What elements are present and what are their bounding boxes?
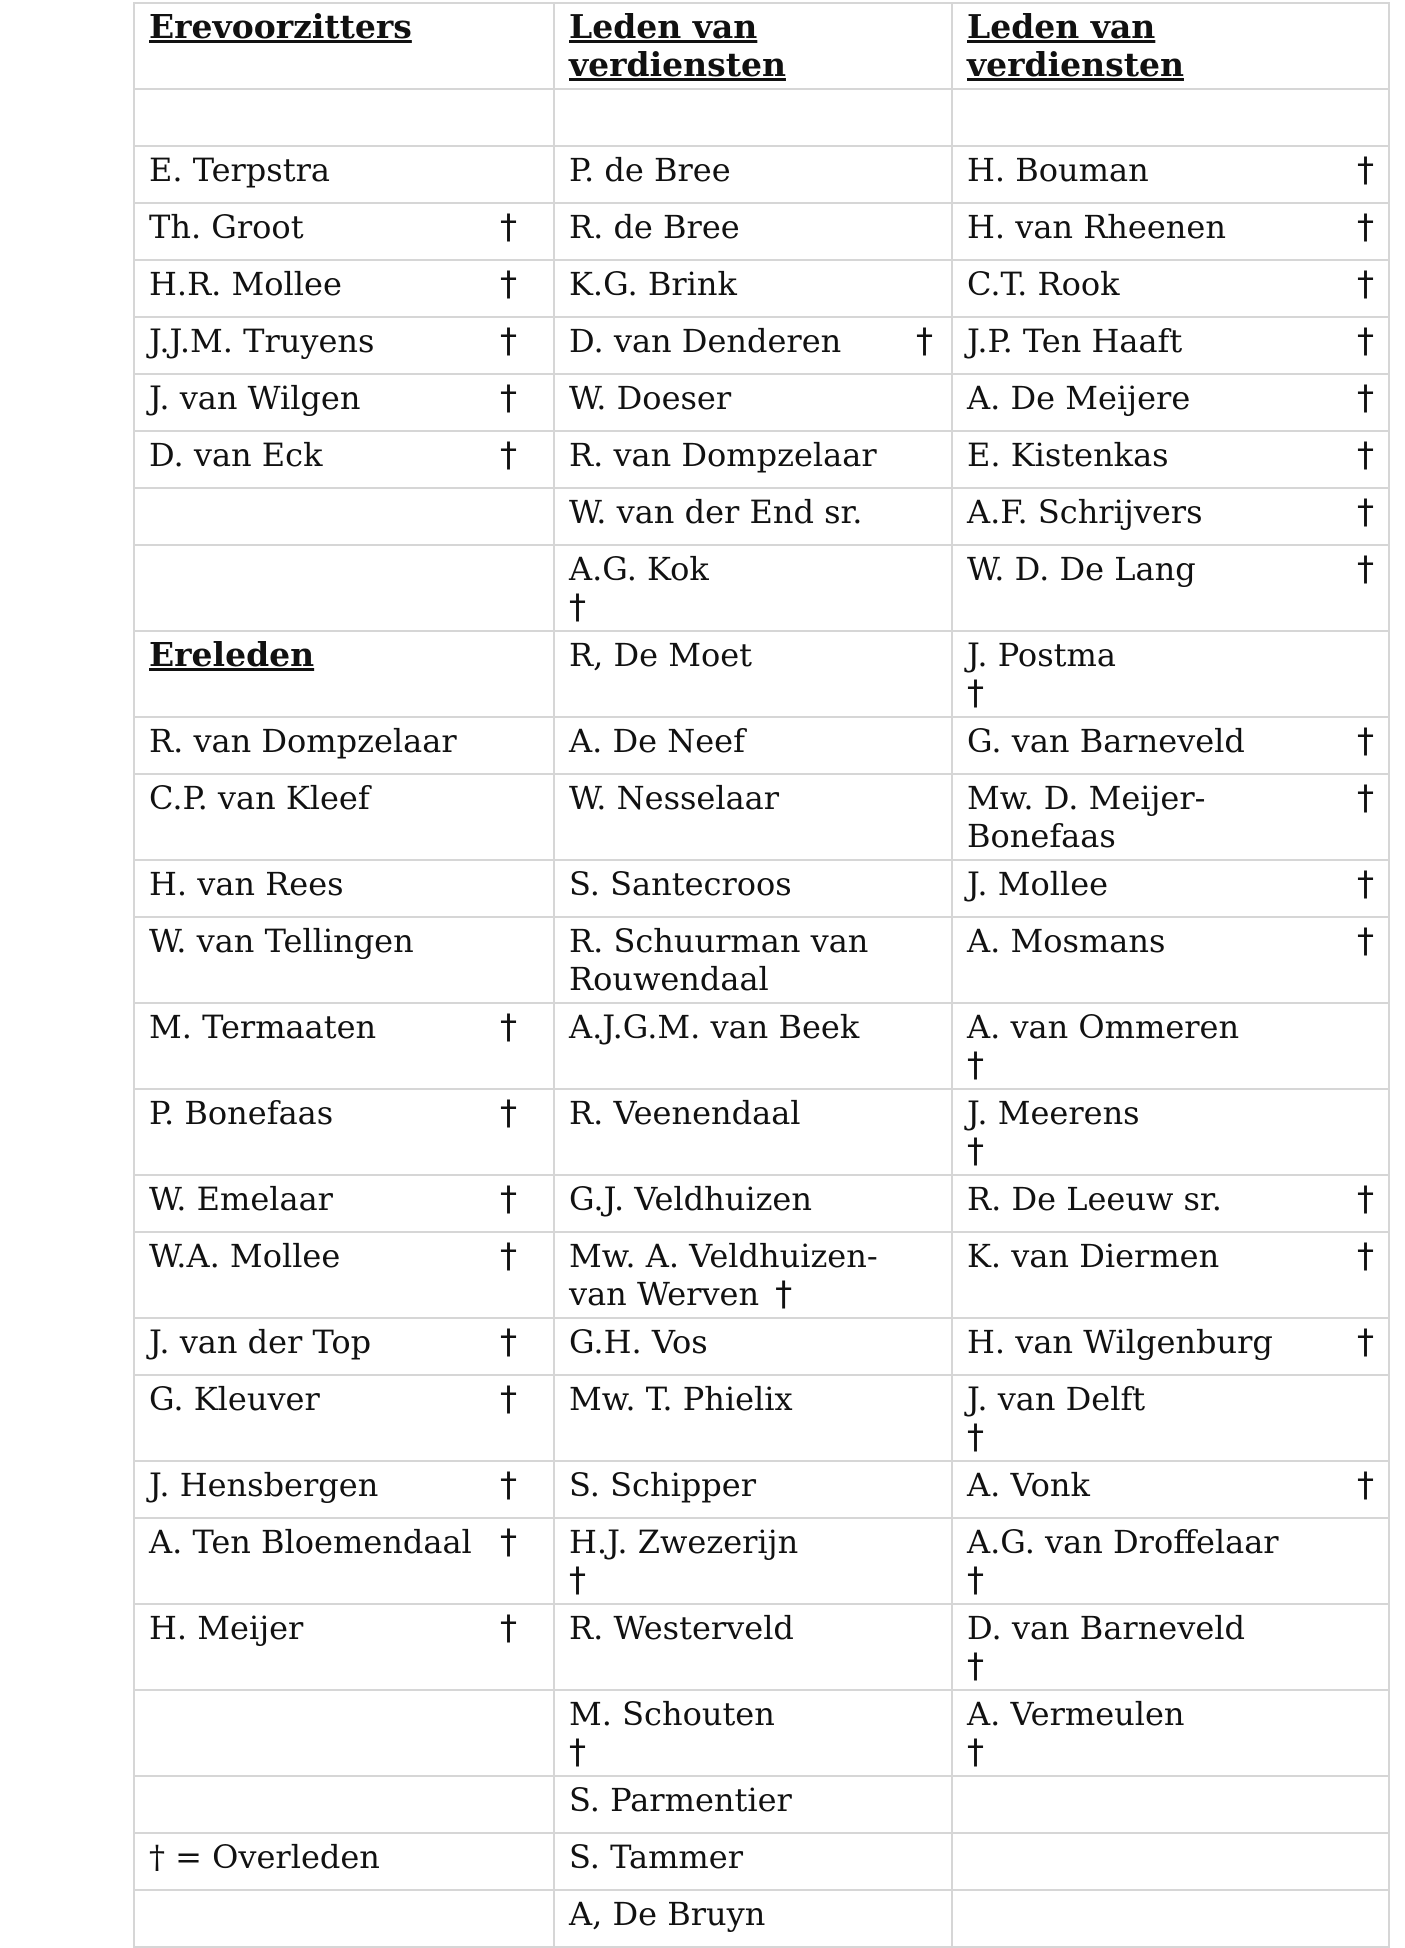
cell-name: J. Hensbergen † [134, 1461, 554, 1518]
deceased-cross-icon: † [500, 1608, 517, 1648]
cell-name: H. Meijer † [134, 1604, 554, 1690]
table-row [134, 545, 1389, 631]
cell-name: A. Vonk † [952, 1461, 1389, 1518]
ereleden-heading: Ereleden [134, 631, 554, 717]
table-row [134, 431, 1389, 488]
cell-name: J. van der Top † [134, 1318, 554, 1375]
cell-name: A.G. van Droffelaar † [952, 1518, 1389, 1604]
deceased-cross-icon: † [500, 207, 517, 247]
table-row [134, 1890, 1389, 1947]
deceased-cross-icon: † [967, 1131, 984, 1171]
cell-name: W. van der End sr. [554, 488, 952, 545]
table-row [134, 717, 1389, 774]
table-row [134, 374, 1389, 431]
deceased-cross-icon: † [1357, 549, 1374, 589]
cell-name: W. van Tellingen [134, 917, 554, 1003]
legend-deceased: † = Overleden [134, 1833, 554, 1890]
cell-name: K.G. Brink [554, 260, 952, 317]
table-row [134, 89, 1389, 146]
deceased-cross-icon: † [569, 1732, 586, 1772]
cell-name: J. van Wilgen † [134, 374, 554, 431]
deceased-cross-icon: † [1357, 150, 1374, 190]
cell-name: Mw. D. Meijer-Bonefaas † [952, 774, 1389, 860]
deceased-cross-icon: † [1357, 321, 1374, 361]
cell-name: D. van Barneveld † [952, 1604, 1389, 1690]
header-erevoorzitters: Erevoorzitters [134, 3, 554, 89]
cell-name: A, De Bruyn [554, 1890, 952, 1947]
table-row [134, 860, 1389, 917]
cell-name: R. van Dompzelaar [554, 431, 952, 488]
table-row [134, 917, 1389, 1003]
cell-name: H. van Rees [134, 860, 554, 917]
deceased-cross-icon: † [775, 1274, 793, 1314]
deceased-cross-icon: † [1357, 921, 1374, 961]
cell-name: S. Parmentier [554, 1776, 952, 1833]
cell-name: C.T. Rook † [952, 260, 1389, 317]
deceased-cross-icon: † [1357, 1322, 1374, 1362]
header-leden-van-verdiensten-1: Leden van verdiensten [554, 3, 952, 89]
cell-name: G.H. Vos [554, 1318, 952, 1375]
deceased-cross-icon: † [500, 1236, 517, 1276]
deceased-cross-icon: † [1357, 864, 1374, 904]
deceased-cross-icon: † [1357, 721, 1374, 761]
cell-name: J. Meerens † [952, 1089, 1389, 1175]
cell-name: R. Schuurman van Rouwendaal [554, 917, 952, 1003]
deceased-cross-icon: † [500, 1379, 517, 1419]
cell-name: E. Terpstra [134, 146, 554, 203]
header-row [134, 3, 1389, 89]
deceased-cross-icon: † [967, 1045, 984, 1085]
table-row [134, 488, 1389, 545]
table-row [134, 1232, 1389, 1318]
cell-name: J. Mollee † [952, 860, 1389, 917]
cell-name: R. de Bree [554, 203, 952, 260]
deceased-cross-icon: † [916, 321, 933, 361]
deceased-cross-icon: † [569, 1560, 586, 1600]
table-row [134, 631, 1389, 717]
table-row [134, 1175, 1389, 1232]
cell-name: D. van Eck † [134, 431, 554, 488]
deceased-cross-icon: † [500, 264, 517, 304]
table-row [134, 203, 1389, 260]
cell-name: H.J. Zwezerijn † [554, 1518, 952, 1604]
deceased-cross-icon: † [500, 1322, 517, 1362]
deceased-cross-icon: † [967, 1560, 984, 1600]
table-row [134, 1003, 1389, 1089]
cell-name: R. Westerveld [554, 1604, 952, 1690]
table-row [134, 1318, 1389, 1375]
deceased-cross-icon: † [1357, 264, 1374, 304]
cell-name: S. Schipper [554, 1461, 952, 1518]
header-leden-van-verdiensten-2: Leden van verdiensten [952, 3, 1389, 89]
cell-name: A. Vermeulen † [952, 1690, 1389, 1776]
cell-name: G. Kleuver † [134, 1375, 554, 1461]
table-row [134, 317, 1389, 374]
cell-name: H. Bouman † [952, 146, 1389, 203]
cell-name: P. Bonefaas † [134, 1089, 554, 1175]
cell-name: G. van Barneveld † [952, 717, 1389, 774]
cell-name: Th. Groot † [134, 203, 554, 260]
cell-name: J. Postma † [952, 631, 1389, 717]
deceased-cross-icon: † [1357, 492, 1374, 532]
cell-name: H.R. Mollee † [134, 260, 554, 317]
deceased-cross-icon: † [500, 1522, 517, 1562]
deceased-cross-icon: † [967, 1732, 984, 1772]
cell-name: A. De Neef [554, 717, 952, 774]
cell-name: D. van Denderen † [554, 317, 952, 374]
cell-name: W.A. Mollee † [134, 1232, 554, 1318]
cell-name: R. Veenendaal [554, 1089, 952, 1175]
table-row [134, 1518, 1389, 1604]
cell-name: C.P. van Kleef [134, 774, 554, 860]
cell-name: P. de Bree [554, 146, 952, 203]
deceased-cross-icon: † [967, 1417, 984, 1457]
cell-name: A.F. Schrijvers † [952, 488, 1389, 545]
cell-name: G.J. Veldhuizen [554, 1175, 952, 1232]
table-row [134, 1604, 1389, 1690]
cell-name: A. Ten Bloemendaal † [134, 1518, 554, 1604]
deceased-cross-icon: † [500, 1093, 517, 1133]
table-row [134, 146, 1389, 203]
table-row [134, 1461, 1389, 1518]
deceased-cross-icon: † [500, 1179, 517, 1219]
deceased-cross-icon: † [500, 435, 517, 475]
cell-name: H. van Wilgenburg † [952, 1318, 1389, 1375]
cell-name: K. van Diermen † [952, 1232, 1389, 1318]
deceased-cross-icon: † [500, 378, 517, 418]
deceased-cross-icon: † [1357, 435, 1374, 475]
cell-name: Mw. A. Veldhuizen-van Werven † [554, 1232, 952, 1318]
cell-name: J.J.M. Truyens † [134, 317, 554, 374]
cell-name: W. Doeser [554, 374, 952, 431]
cell-name: W. Emelaar † [134, 1175, 554, 1232]
deceased-cross-icon: † [1357, 1465, 1374, 1505]
deceased-cross-icon: † [1357, 1236, 1374, 1276]
cell-name: W. D. De Lang † [952, 545, 1389, 631]
cell-name: M. Termaaten † [134, 1003, 554, 1089]
table-row [134, 1776, 1389, 1833]
cell-name: R, De Moet [554, 631, 952, 717]
deceased-cross-icon: † [1357, 207, 1374, 247]
cell-name: A. van Ommeren † [952, 1003, 1389, 1089]
cell-name: M. Schouten † [554, 1690, 952, 1776]
cell-name: S. Tammer [554, 1833, 952, 1890]
cell-name: A.J.G.M. van Beek [554, 1003, 952, 1089]
table-row [134, 1690, 1389, 1776]
table-row [134, 1833, 1389, 1890]
cell-name: A. De Meijere † [952, 374, 1389, 431]
deceased-cross-icon: † [500, 1007, 517, 1047]
table-row [134, 260, 1389, 317]
cell-name: A. Mosmans † [952, 917, 1389, 1003]
deceased-cross-icon: † [967, 1646, 984, 1686]
honorary-members-table [133, 2, 1390, 1948]
cell-name: A.G. Kok † [554, 545, 952, 631]
cell-name: H. van Rheenen † [952, 203, 1389, 260]
deceased-cross-icon: † [967, 673, 984, 713]
deceased-cross-icon: † [1357, 1179, 1374, 1219]
cell-name: R. van Dompzelaar [134, 717, 554, 774]
table-row [134, 774, 1389, 860]
deceased-cross-icon: † [1357, 778, 1374, 818]
cell-name: Mw. T. Phielix [554, 1375, 952, 1461]
cell-name: W. Nesselaar [554, 774, 952, 860]
deceased-cross-icon: † [500, 1465, 517, 1505]
table-row [134, 1375, 1389, 1461]
deceased-cross-icon: † [569, 587, 586, 627]
cell-name: J.P. Ten Haaft † [952, 317, 1389, 374]
cell-name: R. De Leeuw sr. † [952, 1175, 1389, 1232]
cell-name: E. Kistenkas † [952, 431, 1389, 488]
deceased-cross-icon: † [500, 321, 517, 361]
deceased-cross-icon: † [1357, 378, 1374, 418]
table-row [134, 1089, 1389, 1175]
cell-name: S. Santecroos [554, 860, 952, 917]
cell-name: J. van Delft † [952, 1375, 1389, 1461]
